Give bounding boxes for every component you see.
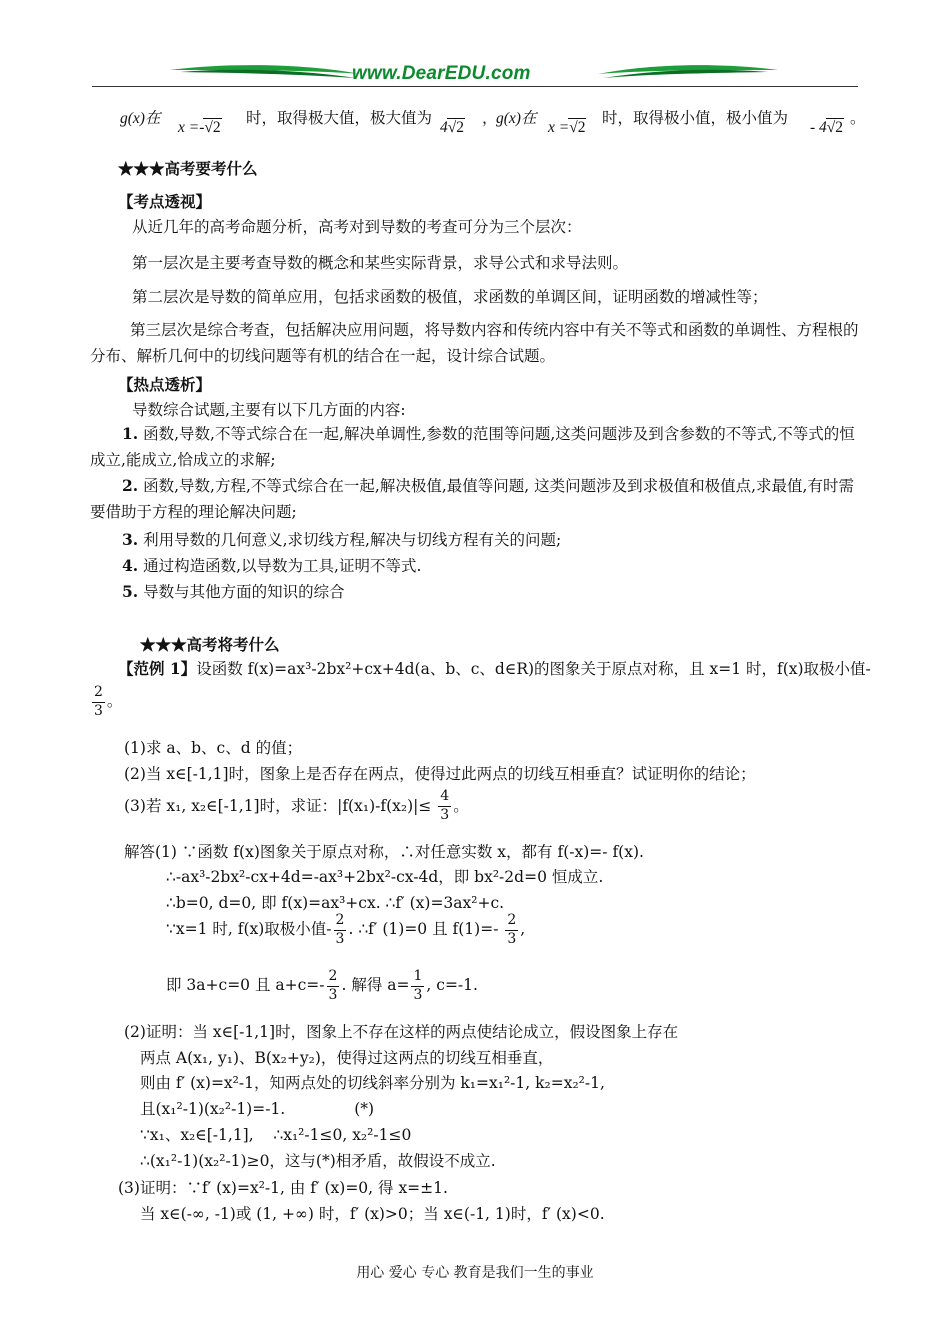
g-of-x-1: g(x)在 [120, 110, 161, 127]
level-1: 第一层次是主要考查导数的概念和某些实际背景，求导公式和求导法则。 [132, 254, 629, 272]
list-item-text: 导数与其他方面的知识的综合 [143, 583, 345, 601]
period: 。 [850, 109, 866, 127]
g-of-x-2: g(x)在 [496, 110, 537, 127]
header-rule [92, 86, 858, 87]
proof-2-line-1: (2)证明：当 x∈[-1,1]时，图象上不存在这样的两点使结论成立，假设图象上存在 [124, 1023, 679, 1041]
example-label: 【范例 1】 [118, 659, 197, 678]
comma: ， [482, 109, 498, 127]
site-logo-text: www.DearEDU.com [352, 63, 531, 84]
answer-1: 解答(1) ∵函数 f(x)图象关于原点对称，∴对任意实数 x，都有 f(-x)=- f(x). [124, 843, 644, 861]
proof-3-line-1: (3)证明：∵f′ (x)=x²-1, 由 f′ (x)=0, 得 x=±1. [118, 1179, 448, 1197]
answer-4: ∵x=1 时, f(x)取极小值- $\frac{2}{3}$ . ∴f′ (1)=0 且 f(1)=- $\frac{2}{3}$ , [166, 912, 526, 947]
list-item-2 [90, 473, 860, 525]
example-line [118, 657, 871, 679]
list-item-4 [122, 554, 421, 576]
list-item-num: 5. [122, 582, 139, 601]
list-item-1 [90, 421, 860, 473]
kaodian-intro: 从近几年的高考命题分析，高考对到导数的考查可分为三个层次： [132, 218, 582, 236]
list-item-3 [122, 528, 561, 550]
list-item-text: 函数,导数,不等式综合在一起,解决单调性,参数的范围等问题,这类问题涉及到含参数的不等式,不等式的恒成立,能成立,恰成立的求解; [90, 425, 855, 469]
answer-3: ∴b=0, d=0, 即 f(x)=ax³+cx. ∴f′ (x)=3ax²+c. [166, 894, 505, 912]
example-text: 设函数 f(x)=ax³-2bx²+cx+4d(a、b、c、d∈R)的图象关于原点对称，且 x=1 时，f(x)取极小值- [196, 660, 871, 678]
question-1: (1)求 a、b、c、d 的值； [124, 739, 303, 757]
proof-2-line-4: 且(x₁²-1)(x₂²-1)=-1. (*) [140, 1100, 375, 1118]
list-item-text: 函数,导数,方程,不等式综合在一起,解决极值,最值等问题, 这类问题涉及到求极值和极值点,求最值,有时需要借助于方程的理论解决问题; [90, 477, 854, 521]
section-title-2: ★★★高考将考什么 [140, 635, 280, 654]
header-swoosh-right [598, 62, 778, 82]
min-value: - 4√2 [810, 119, 844, 136]
redian-intro: 导数综合试题,主要有以下几方面的内容: [132, 401, 406, 419]
redian-heading: 【热点透析】 [118, 375, 212, 394]
list-item-num: 1. [122, 424, 139, 443]
proof-2-line-6: ∴(x₁²-1)(x₂²-1)≥0，这与(*)相矛盾，故假设不成立. [140, 1152, 496, 1170]
eq-x-neg-root: x =-√2 [178, 119, 221, 136]
top-math-line [120, 104, 880, 144]
proof-2-line-3: 则由 f′ (x)=x²-1，知两点处的切线斜率分别为 k₁=x₁²-1, k₂=x₂²-1, [140, 1074, 605, 1092]
list-item-5 [122, 580, 345, 602]
question-3: (3)若 x₁, x₂∈[-1,1]时，求证：|f(x₁)-f(x₂)|≤ $\frac{4}{3}$ 。 [124, 788, 469, 823]
proof-2-line-2: 两点 A(x₁, y₁)、B(x₂+y₂)，使得过这两点的切线互相垂直， [140, 1049, 554, 1067]
min-text: 时，取得极小值，极小值为 [602, 109, 789, 127]
proof-2-line-5: ∵x₁、x₂∈[-1,1], ∴x₁²-1≤0, x₂²-1≤0 [140, 1126, 412, 1144]
answer-5: 即 3a+c=0 且 a+c=- $\frac{2}{3}$ . 解得 a= $\frac{1}{3}$ , c=-1. [166, 968, 478, 1003]
level-3: 第三层次是综合考查，包括解决应用问题，将导数内容和传统内容中有关不等式和函数的单调性、方程根的分布、解析几何中的切线问题等有机的结合在一起，设计综合试题。 [90, 321, 859, 365]
list-item-text: 通过构造函数,以导数为工具,证明不等式. [143, 557, 422, 575]
list-item-num: 2. [122, 476, 139, 495]
max-value: 4√2 [440, 119, 465, 136]
max-text: 时，取得极大值，极大值为 [246, 109, 433, 127]
section-title-1: ★★★高考要考什么 [118, 159, 258, 178]
list-item-num: 3. [122, 530, 139, 549]
question-2: (2)当 x∈[-1,1]时，图象上是否存在两点，使得过此两点的切线互相垂直？试证明你的结论； [124, 765, 756, 783]
proof-3-line-2: 当 x∈(-∞, -1)或 (1, +∞) 时，f′ (x)>0；当 x∈(-1, 1)时，f′ (x)<0. [140, 1205, 605, 1223]
header-swoosh-left [170, 62, 360, 82]
list-item-num: 4. [122, 556, 139, 575]
eq-x-root: x =√2 [548, 119, 586, 136]
answer-2: ∴-ax³-2bx²-cx+4d=-ax³+2bx²-cx-4d，即 bx²-2d=0 恒成立. [166, 868, 604, 886]
level-2: 第二层次是导数的简单应用，包括求函数的极值，求函数的单调区间，证明函数的增减性等； [132, 288, 768, 306]
footer-slogan: 用心 爱心 专心 教育是我们一生的事业 [356, 1265, 594, 1281]
kaodian-heading: 【考点透视】 [118, 192, 212, 211]
example-fraction: $\frac{2}{3}$ 。 [94, 684, 123, 719]
list-item-text: 利用导数的几何意义,求切线方程,解决与切线方程有关的问题; [143, 531, 562, 549]
